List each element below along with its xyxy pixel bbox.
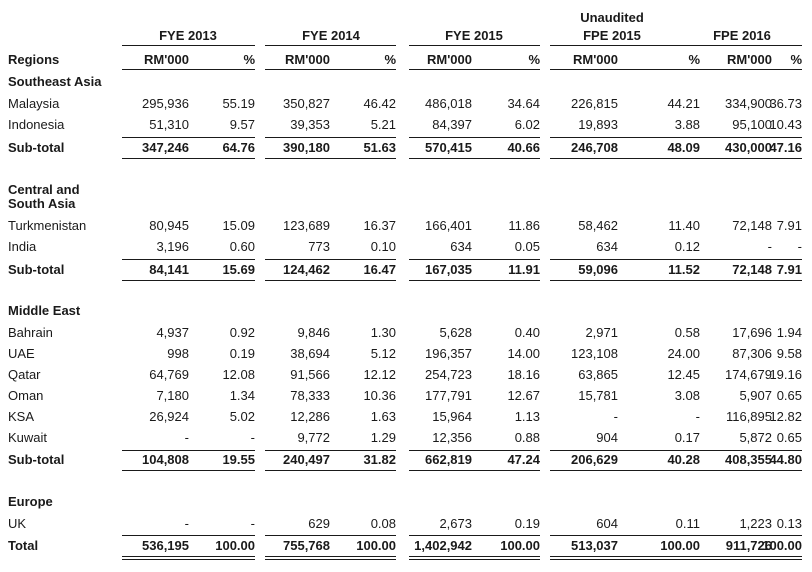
data-row-value: 0.58 <box>674 325 700 340</box>
subtotal-row-label: Sub-total <box>8 262 65 277</box>
data-row-value: 0.17 <box>674 430 700 445</box>
data-row-value: 998 <box>167 346 189 361</box>
data-row-value: 0.13 <box>776 516 802 531</box>
data-row-value: 0.19 <box>514 516 540 531</box>
section-title: Southeast Asia <box>8 74 102 89</box>
data-row-value: 5.21 <box>370 117 396 132</box>
subtotal-row-value: 19.55 <box>222 452 255 467</box>
total-row-value: 911,726 <box>725 538 772 553</box>
regions-label: Regions <box>8 52 60 67</box>
period-underline <box>122 45 255 46</box>
subtotal-row-value: 390,180 <box>283 140 330 155</box>
data-row-value: 15,964 <box>432 409 472 424</box>
unit-label: % <box>790 52 802 67</box>
data-row-value: 350,827 <box>283 96 330 111</box>
data-row-value: 5,628 <box>439 325 472 340</box>
data-row-label: Malaysia <box>8 96 60 111</box>
unit-label: % <box>384 52 396 67</box>
period-underline <box>683 45 802 46</box>
data-row-label: Kuwait <box>8 430 48 445</box>
data-row-value: 7.91 <box>776 218 802 233</box>
data-row-value: 10.36 <box>363 388 396 403</box>
subtotal-rule <box>409 450 540 451</box>
unit-label: % <box>528 52 540 67</box>
data-row-value: 1,223 <box>739 516 772 531</box>
unit-underline <box>409 69 540 70</box>
subtotal-underline <box>550 470 700 471</box>
subtotal-row-value: 408,355 <box>725 452 772 467</box>
total-row-value: 100.00 <box>500 538 540 553</box>
data-row-value: 0.65 <box>776 430 802 445</box>
subtotal-rule <box>550 137 700 138</box>
data-row-value: 1.29 <box>370 430 396 445</box>
data-row-value: 1.94 <box>776 325 802 340</box>
unit-label: RM'000 <box>727 52 772 67</box>
data-row-value: 19,893 <box>578 117 618 132</box>
total-rule <box>683 535 802 536</box>
subtotal-underline <box>683 470 802 471</box>
data-row-value: 95,100 <box>732 117 772 132</box>
subtotal-row-value: 84,141 <box>149 262 189 277</box>
total-double-underline <box>683 556 802 560</box>
data-row-value: 3,196 <box>156 239 189 254</box>
data-row-value: 12.08 <box>222 367 255 382</box>
data-row-value: 55.19 <box>222 96 255 111</box>
data-row-value: 46.42 <box>363 96 396 111</box>
subtotal-row-value: 7.91 <box>776 262 802 277</box>
subtotal-row-value: 11.91 <box>508 262 540 277</box>
data-row-value: 226,815 <box>571 96 618 111</box>
data-row-value: 196,357 <box>425 346 472 361</box>
subtotal-rule <box>683 259 802 260</box>
data-row-value: 123,108 <box>571 346 618 361</box>
data-row-value: 84,397 <box>432 117 472 132</box>
subtotal-underline <box>409 470 540 471</box>
data-row-value: 7,180 <box>156 388 189 403</box>
data-row-value: 5,872 <box>739 430 772 445</box>
subtotal-row-value: 47.24 <box>507 452 540 467</box>
total-row-value: 536,195 <box>142 538 189 553</box>
data-row-value: 64,769 <box>149 367 189 382</box>
total-double-underline <box>409 556 540 560</box>
data-row-value: 3.08 <box>674 388 700 403</box>
data-row-value: 51,310 <box>149 117 189 132</box>
data-row-value: 9.57 <box>229 117 255 132</box>
subtotal-row-value: 124,462 <box>283 262 330 277</box>
period-header: FYE 2013 <box>159 28 217 43</box>
data-row-label: Oman <box>8 388 44 403</box>
subtotal-row-label: Sub-total <box>8 140 65 155</box>
subtotal-row-label: Sub-total <box>8 452 65 467</box>
unit-underline <box>550 69 700 70</box>
total-rule <box>550 535 700 536</box>
subtotal-underline <box>122 470 255 471</box>
data-row-value: 10.43 <box>769 117 802 132</box>
total-double-underline <box>550 556 700 560</box>
unit-label: % <box>688 52 700 67</box>
data-row-value: - <box>184 516 189 531</box>
data-row-value: 0.12 <box>674 239 700 254</box>
unit-label: RM'000 <box>573 52 618 67</box>
data-row-value: 295,936 <box>142 96 189 111</box>
data-row-label: Bahrain <box>8 325 53 340</box>
total-row-value: 100.00 <box>762 538 802 553</box>
subtotal-rule <box>265 450 396 451</box>
subtotal-row-value: 59,096 <box>578 262 618 277</box>
data-row-value: 34.64 <box>507 96 540 111</box>
section-title: South Asia <box>8 196 76 211</box>
data-row-value: - <box>184 430 189 445</box>
data-row-label: India <box>8 239 37 254</box>
subtotal-row-value: 570,415 <box>425 140 472 155</box>
total-rule <box>409 535 540 536</box>
unit-label: RM'000 <box>427 52 472 67</box>
data-row-value: - <box>250 516 255 531</box>
subtotal-rule <box>409 137 540 138</box>
data-row-value: 116,895 <box>725 409 772 424</box>
data-row-value: 0.40 <box>514 325 540 340</box>
subtotal-row-value: 16.47 <box>363 262 396 277</box>
data-row-label: Qatar <box>8 367 41 382</box>
total-rule <box>265 535 396 536</box>
data-row-value: 0.19 <box>229 346 255 361</box>
data-row-label: UK <box>8 516 27 531</box>
unit-underline <box>683 69 802 70</box>
subtotal-row-value: 51.63 <box>363 140 396 155</box>
data-row-value: 5.12 <box>370 346 396 361</box>
total-row-value: 100.00 <box>356 538 396 553</box>
data-row-value: 15,781 <box>578 388 618 403</box>
subtotal-rule <box>550 450 700 451</box>
data-row-value: 12.12 <box>363 367 396 382</box>
total-row-label: Total <box>8 538 39 553</box>
data-row-value: 904 <box>596 430 618 445</box>
subtotal-rule <box>265 137 396 138</box>
data-row-value: 12.82 <box>769 409 802 424</box>
data-row-label: UAE <box>8 346 35 361</box>
subtotal-rule <box>409 259 540 260</box>
subtotal-underline <box>550 158 700 159</box>
subtotal-row-value: 31.82 <box>363 452 396 467</box>
subtotal-rule <box>265 259 396 260</box>
subtotal-row-value: 15.69 <box>222 262 255 277</box>
data-row-value: 634 <box>450 239 472 254</box>
data-row-value: 80,945 <box>149 218 189 233</box>
data-row-value: 39,353 <box>290 117 330 132</box>
data-row-value: 12,356 <box>432 430 472 445</box>
data-row-value: 9.58 <box>776 346 802 361</box>
data-row-value: 12.45 <box>667 367 700 382</box>
data-row-value: 1.34 <box>229 388 255 403</box>
unit-underline <box>122 69 255 70</box>
data-row-value: 334,900 <box>725 96 772 111</box>
unaudited-note: Unaudited <box>580 10 644 25</box>
subtotal-underline <box>265 280 396 281</box>
period-header: FPE 2015 <box>583 28 641 43</box>
data-row-value: 254,723 <box>425 367 472 382</box>
data-row-value: 14.00 <box>507 346 540 361</box>
data-row-value: 486,018 <box>425 96 472 111</box>
data-row-value: 629 <box>308 516 330 531</box>
subtotal-underline <box>409 280 540 281</box>
subtotal-row-value: 44.80 <box>769 452 802 467</box>
data-row-value: 4,937 <box>156 325 189 340</box>
total-double-underline <box>122 556 255 560</box>
data-row-value: 11.40 <box>668 218 700 233</box>
data-row-value: 12.67 <box>507 388 540 403</box>
data-row-value: - <box>767 239 772 254</box>
data-row-value: 63,865 <box>578 367 618 382</box>
data-row-value: - <box>797 239 802 254</box>
data-row-value: 26,924 <box>149 409 189 424</box>
period-header: FYE 2014 <box>302 28 360 43</box>
subtotal-underline <box>265 158 396 159</box>
total-row-value: 1,402,942 <box>414 538 472 553</box>
data-row-value: 16.37 <box>363 218 396 233</box>
data-row-value: 123,689 <box>283 218 330 233</box>
period-underline <box>265 45 396 46</box>
data-row-value: 0.05 <box>514 239 540 254</box>
subtotal-rule <box>122 259 255 260</box>
data-row-value: 2,971 <box>585 325 618 340</box>
data-row-value: 72,148 <box>732 218 772 233</box>
data-row-value: 5,907 <box>739 388 772 403</box>
data-row-value: 0.10 <box>370 239 396 254</box>
period-underline <box>550 45 700 46</box>
total-row-value: 100.00 <box>660 538 700 553</box>
period-header: FYE 2015 <box>445 28 503 43</box>
subtotal-underline <box>683 158 802 159</box>
data-row-value: 604 <box>596 516 618 531</box>
section-title: Europe <box>8 494 53 509</box>
subtotal-rule <box>683 450 802 451</box>
period-underline <box>409 45 540 46</box>
subtotal-row-value: 47.16 <box>769 140 802 155</box>
subtotal-row-value: 48.09 <box>667 140 700 155</box>
data-row-value: 6.02 <box>514 117 540 132</box>
data-row-value: 36.73 <box>769 96 802 111</box>
data-row-value: 11.86 <box>508 218 540 233</box>
subtotal-row-value: 430,000 <box>725 140 772 155</box>
data-row-value: 17,696 <box>732 325 772 340</box>
total-rule <box>122 535 255 536</box>
data-row-value: - <box>613 409 618 424</box>
data-row-value: 0.88 <box>514 430 540 445</box>
subtotal-row-value: 64.76 <box>222 140 255 155</box>
data-row-value: 0.08 <box>370 516 396 531</box>
data-row-label: Indonesia <box>8 117 65 132</box>
data-row-value: 3.88 <box>674 117 700 132</box>
unit-underline <box>265 69 396 70</box>
unit-label: RM'000 <box>144 52 189 67</box>
unit-label: RM'000 <box>285 52 330 67</box>
data-row-value: 12,286 <box>290 409 330 424</box>
subtotal-row-value: 662,819 <box>425 452 472 467</box>
subtotal-underline <box>409 158 540 159</box>
data-row-value: 87,306 <box>732 346 772 361</box>
subtotal-underline <box>550 280 700 281</box>
data-row-value: 44.21 <box>667 96 700 111</box>
subtotal-rule <box>550 259 700 260</box>
data-row-value: 0.65 <box>776 388 802 403</box>
data-row-value: 0.92 <box>229 325 255 340</box>
subtotal-row-value: 72,148 <box>732 262 772 277</box>
data-row-value: 78,333 <box>290 388 330 403</box>
subtotal-row-value: 104,808 <box>142 452 189 467</box>
data-row-value: 9,846 <box>297 325 330 340</box>
subtotal-rule <box>122 450 255 451</box>
data-row-value: 1.13 <box>514 409 540 424</box>
data-row-value: 91,566 <box>290 367 330 382</box>
unit-label: % <box>243 52 255 67</box>
subtotal-rule <box>122 137 255 138</box>
data-row-value: 773 <box>308 239 330 254</box>
total-double-underline <box>265 556 396 560</box>
data-row-value: 15.09 <box>222 218 255 233</box>
data-row-value: 0.11 <box>675 516 700 531</box>
data-row-value: 5.02 <box>229 409 255 424</box>
data-row-value: 38,694 <box>290 346 330 361</box>
subtotal-underline <box>122 158 255 159</box>
total-row-value: 100.00 <box>215 538 255 553</box>
subtotal-row-value: 40.28 <box>667 452 700 467</box>
section-title: Middle East <box>8 303 81 318</box>
subtotal-underline <box>683 280 802 281</box>
subtotal-row-value: 240,497 <box>283 452 330 467</box>
subtotal-underline <box>265 470 396 471</box>
data-row-value: 634 <box>596 239 618 254</box>
data-row-value: 18.16 <box>507 367 540 382</box>
data-row-value: 1.63 <box>370 409 396 424</box>
subtotal-underline <box>122 280 255 281</box>
subtotal-row-value: 246,708 <box>571 140 618 155</box>
period-header: FPE 2016 <box>713 28 771 43</box>
total-row-value: 755,768 <box>283 538 330 553</box>
subtotal-row-value: 40.66 <box>507 140 540 155</box>
data-row-value: 24.00 <box>667 346 700 361</box>
data-row-value: 19.16 <box>769 367 802 382</box>
data-row-label: Turkmenistan <box>8 218 87 233</box>
subtotal-row-value: 347,246 <box>142 140 189 155</box>
data-row-value: 0.60 <box>229 239 255 254</box>
data-row-value: 177,791 <box>425 388 472 403</box>
section-title: Central and <box>8 182 80 197</box>
subtotal-row-value: 206,629 <box>571 452 618 467</box>
data-row-value: 58,462 <box>578 218 618 233</box>
subtotal-row-value: 11.52 <box>668 262 700 277</box>
subtotal-rule <box>683 137 802 138</box>
total-row-value: 513,037 <box>571 538 618 553</box>
data-row-value: 174,679 <box>725 367 772 382</box>
data-row-label: KSA <box>8 409 35 424</box>
data-row-value: - <box>250 430 255 445</box>
subtotal-row-value: 167,035 <box>425 262 472 277</box>
data-row-value: 9,772 <box>297 430 330 445</box>
data-row-value: 166,401 <box>425 218 472 233</box>
data-row-value: - <box>695 409 700 424</box>
data-row-value: 1.30 <box>370 325 396 340</box>
data-row-value: 2,673 <box>439 516 472 531</box>
